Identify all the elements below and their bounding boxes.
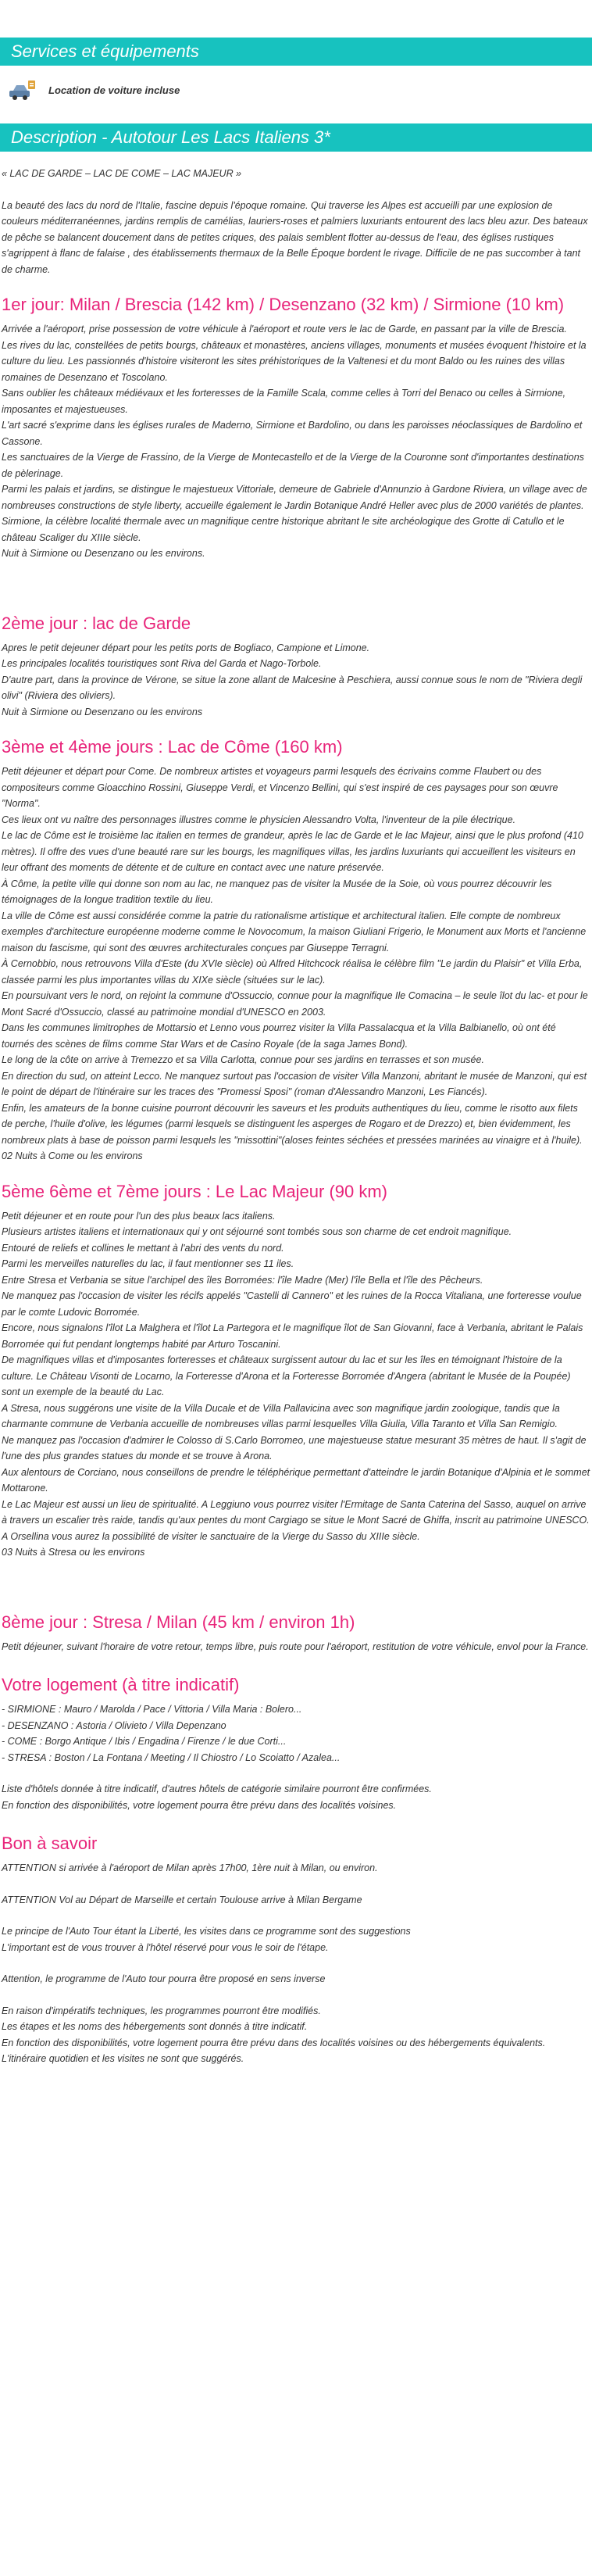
day-8-title: 8ème jour : Stresa / Milan (45 km / environ 1h) bbox=[2, 1612, 355, 1632]
day-2-text bbox=[2, 640, 590, 721]
text-line: D'autre part, dans la province de Vérone, se situe la zone allant de Malcesine à Peschiera, aussi connue sous le nom de "Riviera degli olivi" (Riviera des oliviers). bbox=[2, 674, 583, 701]
day-5-7-text bbox=[2, 1208, 590, 1561]
day-1-text bbox=[2, 321, 590, 562]
text-line: Ces lieux ont vu naître des personnages illustres comme le physicien Alessandro Volta, l'inventeur de la pile électrique. bbox=[2, 814, 516, 825]
text-line: A Orsellina vous aurez la possibilité de visiter le sanctuaire de la Vierge du Sasso du XIIIe siècle. bbox=[2, 1530, 420, 1542]
car-icon bbox=[8, 78, 37, 102]
text-line: Petit déjeuner et départ pour Come. De nombreux artistes et voyageurs parmi lesquels des écrivains comme Flaubert ou des compositeurs comme Gioacchino Rossini, Giuseppe Verdi, et Vincenzo Bellini, qui s'est inspiré de ces paysages pour son œuvre "Norma". bbox=[2, 766, 558, 809]
text-line: Nuit à Sirmione ou Desenzano ou les environs bbox=[2, 706, 203, 717]
text-line: Entouré de reliefs et collines le mettant à l'abri des vents du nord. bbox=[2, 1242, 284, 1254]
text-line: Ne manquez pas l'occasion d'admirer le Colosso di S.Carlo Borromeo, une majestueuse statue mesurant 35 mètres de haut. Il s'agit de l'une des plus grandes statues du monde et se trouve à Arona. bbox=[2, 1434, 587, 1462]
text-line: En poursuivant vers le nord, on rejoint la commune d'Ossuccio, connue pour la magnifique Ile Comacina – le seule îlot du lac- et pour le Mont Sacré d'Ossuccio, classé au patrimoine mondial d'UNESCO en 2003. bbox=[2, 990, 588, 1018]
lodging-note bbox=[2, 1781, 590, 1813]
text-line: En direction du sud, on atteint Lecco. Ne manquez surtout pas l'occasion de visiter Villa Manzoni, abritant le musée de Manzoni, qui est le point de départ de l'itinéraire sur les traces des "Promessi Sposi" (roman d'Alessandro Manzoni, Les Fiancés). bbox=[2, 1070, 587, 1097]
text-line: La beauté des lacs du nord de l'Italie, fascine depuis l'époque romaine. Qui traverse les Alpes est accueilli par une explosion de couleurs méditerranéennes, jardins remplis de camélias, lauriers-roses et palmiers luxuriants entourent des lacs bleu azur. Des bateaux de pêche se balancent doucement dans de petites criques, des palais semblent flotter au-dessus de l'eau, des églises rustiques s'agrippent à flanc de falaise , des établissements thermaux de la Belle Époque bordent le rivage. Difficile de ne pas succomber à tant de charme. bbox=[2, 199, 588, 275]
text-line: Petit déjeuner, suivant l'horaire de votre retour, temps libre, puis route pour l'aéroport, restitution de votre véhicule, envol pour la France. bbox=[2, 1640, 589, 1652]
text-line: ATTENTION si arrivée à l'aéroport de Milan après 17h00, 1ère nuit à Milan, ou environ. bbox=[2, 1862, 378, 1873]
text-line: Encore, nous signalons l'îlot La Malghera et l'îlot La Partegora et le magnifique îlot de San Giovanni, face à Verbania, abritant le Palais Borromée qui fut pendant longtemps habité par Arturo Toscanini. bbox=[2, 1322, 583, 1350]
day-1-title: 1er jour: Milan / Brescia (142 km) / Desenzano (32 km) / Sirmione (10 km) bbox=[2, 295, 565, 314]
day-8-text bbox=[2, 1639, 590, 1655]
text-line: Le lac de Côme est le troisième lac italien en termes de grandeur, après le lac de Garde et le lac Majeur, ainsi que le plus profond (410 mètres). Il offre des vues d'une beauté rare sur les bourgs, les magnifiques villas, les jardins luxuriants qui accueillent les visiteurs en leur offrant des moments de détente et de culture en contact avec une nature préservée. bbox=[2, 830, 583, 873]
text-line: Plusieurs artistes italiens et internationaux qui y ont séjourné sont tombés sous son charme de cet endroit magnifique. bbox=[2, 1226, 512, 1237]
text-line: Arrivée a l'aéroport, prise possession de votre véhicule à l'aéroport et route vers le lac de Garde, en passant par la ville de Brescia. bbox=[2, 324, 567, 335]
text-line: À Cernobbio, nous retrouvons Villa d'Este (du XVIe siècle) où Alfred Hitchcock réalisa le célèbre film "Le jardin du Plaisir" et Villa Erba, classée parmi les plus importantes villas du XIXe siècle (situées sur le lac). bbox=[2, 958, 583, 986]
text-line: 03 Nuits à Stresa ou les environs bbox=[2, 1547, 145, 1558]
services-banner bbox=[0, 38, 592, 66]
text-line: Les principales localités touristiques sont Riva del Garda et Nago-Torbole. bbox=[2, 658, 322, 669]
day-3-4-text bbox=[2, 764, 590, 1165]
text-line: Dans les communes limitrophes de Mottarsio et Lenno vous pourrez visiter la Villa Passalacqua et la Villa Balbianello, où ont été tournés des scènes de films comme Star Wars et de Casino Royale (de la saga James Bond). bbox=[2, 1022, 556, 1050]
text-line: En fonction des disponibilités, votre logement pourra être prévu dans des localités voisines ou des hébergements équivalents. bbox=[2, 2037, 546, 2048]
text-line: À Côme, la petite ville qui donne son nom au lac, ne manquez pas de visiter la Musée de la Soie, où vous pourrez découvrir les témoignages de la longue tradition textile du lieu. bbox=[2, 878, 552, 905]
description-title: Description - Autotour Les Lacs Italiens 3* bbox=[11, 127, 330, 147]
text-line: Apres le petit dejeuner départ pour les petits ports de Bogliaco, Campione et Limone. bbox=[2, 642, 370, 653]
text-line: Aux alentours de Corciano, nous conseillons de prendre le téléphérique permettant d'atteindre le jardin Botanique d'Alpinia et le sommet Mottarone. bbox=[2, 1466, 590, 1494]
day-5-7-title: 5ème 6ème et 7ème jours : Le Lac Majeur (90 km) bbox=[2, 1181, 388, 1201]
text-line: L'itinéraire quotidien et les visites ne sont que suggérés. bbox=[2, 2053, 244, 2064]
text-line: ATTENTION Vol au Départ de Marseille et certain Toulouse arrive à Milan Bergame bbox=[2, 1894, 362, 1905]
day-2-title: 2ème jour : lac de Garde bbox=[2, 613, 191, 633]
text-line: Les étapes et les noms des hébergements sont donnés à titre indicatif. bbox=[2, 2021, 308, 2032]
text-line: Sirmione, la célèbre localité thermale avec un magnifique centre historique abritant le site archéologique des Grotte di Catullo et le château Scaliger du XIIIe siècle. bbox=[2, 516, 565, 543]
text-line: La ville de Côme est aussi considérée comme la patrie du rationalisme artistique et architectural italien. Elle compte de nombreux exemples d'architecture européenne moderne comme le Novocomum, la maison Giuliani Frigerio, le Monument aux Morts et l'ancienne maison du fascisme, qui sont des œuvres architecturales conçues par Giuseppe Terragni. bbox=[2, 910, 587, 953]
text-line: 02 Nuits à Come ou les environs bbox=[2, 1150, 143, 1161]
text-line: Sans oublier les châteaux médiévaux et les forteresses de la Famille Scala, comme celles à Torri del Benaco ou celles à Sirmione, imposantes et majestueuses. bbox=[2, 388, 566, 415]
text-line: Parmi les merveilles naturelles du lac, il faut mentionner ses 11 iles. bbox=[2, 1258, 294, 1269]
good-to-know-p5 bbox=[2, 2003, 590, 2067]
tour-subtitle: « LAC DE GARDE – LAC DE COME – LAC MAJEUR » bbox=[2, 168, 242, 179]
text-line: Parmi les palais et jardins, se distingue le majestueux Vittoriale, demeure de Gabriele d'Annunzio à Gardone Riviera, un village avec de nombreuses constructions de style liberty, accueille également le Jardin Botanique André Heller avec plus de 2000 variétés de plantes. bbox=[2, 484, 587, 511]
text-line: Attention, le programme de l'Auto tour pourra être proposé en sens inverse bbox=[2, 1973, 326, 1984]
text-line: De magnifiques villas et d'imposantes forteresses et châteaux surgissent autour du lac et sur les îles en témoignant l'histoire de la culture. Le Château Visonti de Locarno, la Forteresse d'Arona et la Forteresse Borromée d'Angera (abritant le Musée de la Poupée) sont un exemple de la beauté du Lac. bbox=[2, 1354, 571, 1397]
lodging-title: Votre logement (à titre indicatif) bbox=[2, 1675, 240, 1694]
text-line: Le Lac Majeur est aussi un lieu de spiritualité. A Leggiuno vous pourrez visiter l'Ermitage de Santa Caterina del Sasso, auquel on arrive à travers un escalier très raide, tandis qu'aux pentes du mont Cargiago se situe le Mont Sacré de Ghiffa, inscrit au patrimoine UNESCO. bbox=[2, 1498, 590, 1526]
text-line: Les sanctuaires de la Vierge de Frassino, de la Vierge de Montecastello et de la Vierge de la Couronne sont d'importantes destinations de pèlerinage. bbox=[2, 452, 584, 479]
text-line: L'important est de vous trouver à l'hôtel réservé pour vous le soir de l'étape. bbox=[2, 1941, 329, 1953]
service-label: Location de voiture incluse bbox=[48, 84, 180, 96]
text-line: Les rives du lac, constellées de petits bourgs, châteaux et monastères, anciens villages, monuments et musées évoquent l'histoire et la culture du lieu. Les passionnés d'histoire visiteront les sites préhistoriques de la Valtenesi et du mont Baldo ou les ruines des villas romaines de Desenzano et Toscolano. bbox=[2, 339, 587, 383]
text-line: Le principe de l'Auto Tour étant la Liberté, les visites dans ce programme sont des suggestions bbox=[2, 1926, 411, 1937]
lodging-list bbox=[2, 1701, 590, 1766]
good-to-know-p4 bbox=[2, 1971, 590, 1987]
good-to-know-p2 bbox=[2, 1892, 590, 1909]
lodging-item: - COME : Borgo Antique / Ibis / Engadina / Firenze / le due Corti... bbox=[2, 1736, 287, 1747]
good-to-know-title: Bon à savoir bbox=[2, 1834, 98, 1853]
good-to-know-p3 bbox=[2, 1923, 590, 1955]
text-line: A Stresa, nous suggérons une visite de la Villa Ducale et de Villa Pallavicina avec son magnifique jardin zoologique, tandis que la charmante commune de Verbania accueille de nombreuses villas parmi lesquelles Villa Giulia, Villa Taranto et Villa San Remigio. bbox=[2, 1402, 560, 1429]
text-line: En fonction des disponibilités, votre logement pourra être prévu dans des localités voisines. bbox=[2, 1799, 397, 1811]
text-line: L'art sacré s'exprime dans les églises rurales de Maderno, Sirmione et Bardolino, ou dans les paroisses néoclassiques de Bardolino et Cassone. bbox=[2, 420, 583, 447]
text-line: Nuit à Sirmione ou Desenzano ou les environs. bbox=[2, 548, 205, 559]
text-line: Le long de la côte on arrive à Tremezzo et sa Villa Carlotta, connue pour ses jardins en terrasses et son musée. bbox=[2, 1054, 484, 1065]
text-line: Liste d'hôtels donnée à titre indicatif, d'autres hôtels de catégorie similaire pourront être confirmées. bbox=[2, 1784, 432, 1794]
description-banner bbox=[0, 123, 592, 152]
good-to-know-p1 bbox=[2, 1860, 590, 1877]
text-line: Petit déjeuner et en route pour l'un des plus beaux lacs italiens. bbox=[2, 1210, 276, 1222]
text-line: Enfin, les amateurs de la bonne cuisine pourront découvrir les saveurs et les produits authentiques du lieu, comme le risotto aux filets de perche, l'huile d'olive, les légumes (parmi lesquels se distinguent les asperges de Rogaro et de Drezzo) et, bien évidemment, les nombreux plats à base de poisson parmi lesquels les "missottini"(aloses feintes séchées et pressées marinées au vinaigre et à l'huile). bbox=[2, 1102, 583, 1146]
lodging-item: - SIRMIONE : Mauro / Marolda / Pace / Vittoria / Villa Maria : Bolero... bbox=[2, 1704, 302, 1715]
description-content bbox=[0, 166, 592, 2067]
services-title: Services et équipements bbox=[11, 41, 199, 61]
tour-intro bbox=[2, 198, 590, 278]
text-line: Entre Stresa et Verbania se situe l'archipel des îles Borromées: l'île Madre (Mer) l'île Bella et l'île des Pêcheurs. bbox=[2, 1274, 483, 1286]
day-3-4-title: 3ème et 4ème jours : Lac de Côme (160 km) bbox=[2, 737, 343, 757]
text-line: En raison d'impératifs techniques, les programmes pourront être modifiés. bbox=[2, 2005, 321, 2016]
lodging-item: - STRESA : Boston / La Fontana / Meeting / Il Chiostro / Lo Scoiatto / Azalea... bbox=[2, 1751, 341, 1763]
service-item bbox=[0, 66, 592, 119]
text-line: Ne manquez pas l'occasion de visiter les récifs appelés "Castelli di Cannero" et les ruines de la Rocca Vitaliana, une forteresse voulue par le comte Ludovic Borromée. bbox=[2, 1290, 582, 1318]
lodging-item: - DESENZANO : Astoria / Olivieto / Villa Depenzano bbox=[2, 1719, 226, 1731]
